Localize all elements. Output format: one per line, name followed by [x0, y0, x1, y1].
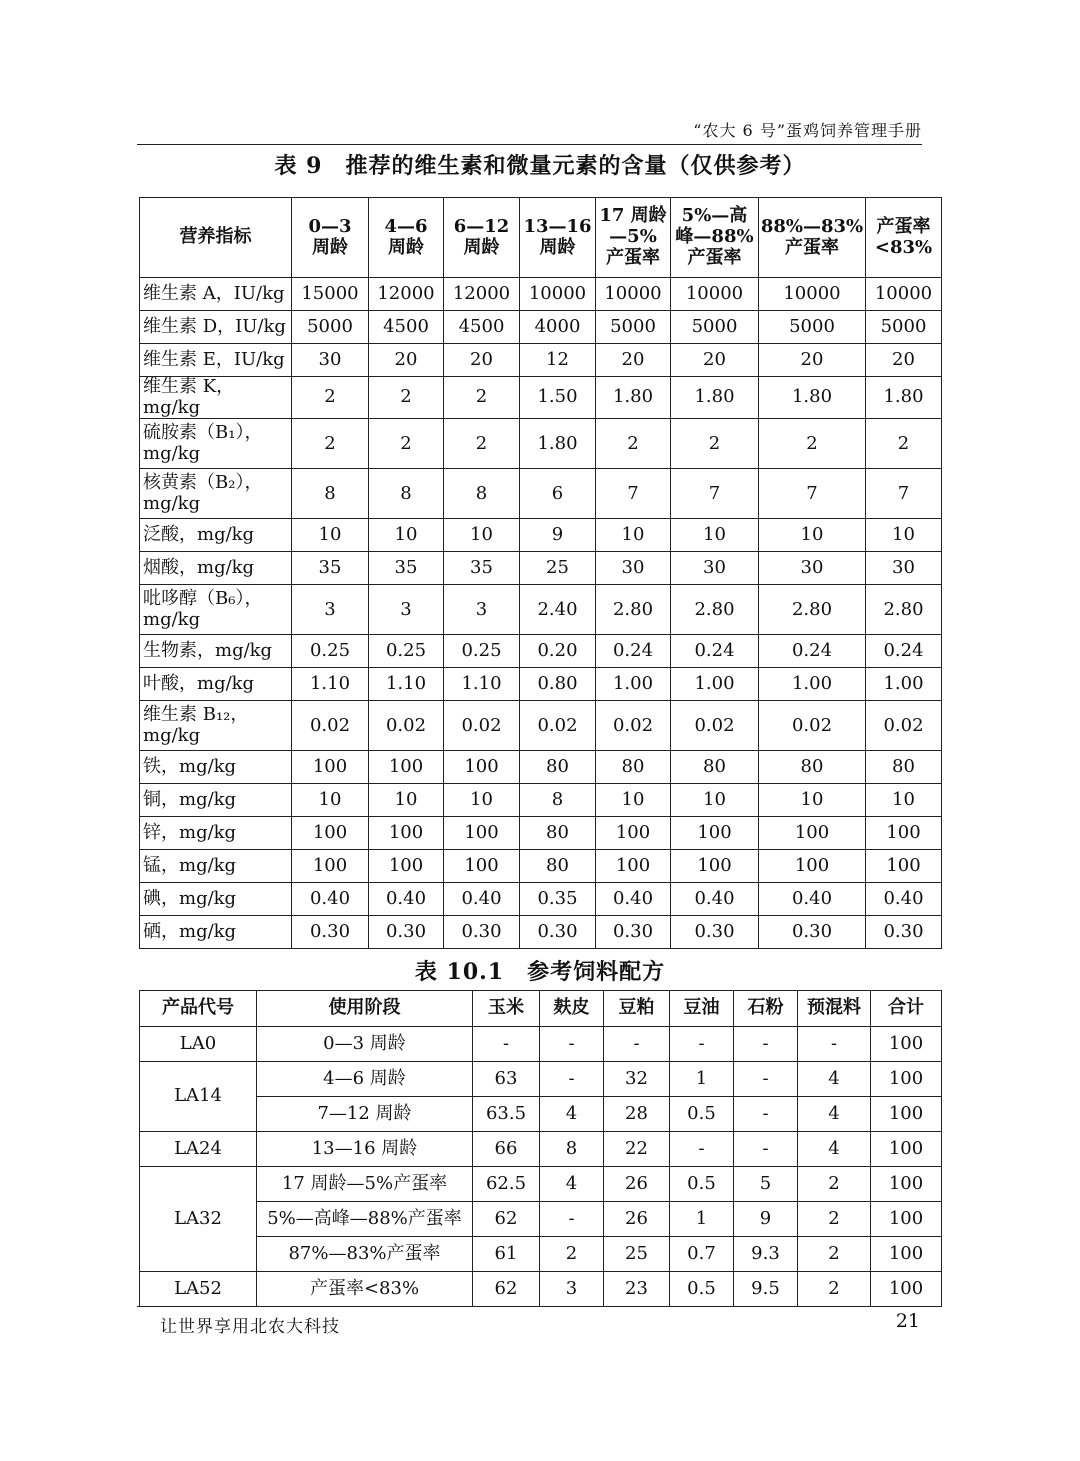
stage-cell: 87%—83%产蛋率	[257, 1237, 473, 1272]
value-cell: 100	[871, 1062, 942, 1097]
value-cell: 0.24	[596, 635, 671, 668]
value-cell: 1.80	[759, 377, 866, 419]
value-cell: 100	[759, 850, 866, 883]
table-row	[140, 668, 942, 701]
value-cell: 2.80	[596, 585, 671, 635]
value-cell: 8	[520, 784, 596, 817]
value-cell: 12000	[369, 278, 444, 311]
value-cell: 4500	[369, 311, 444, 344]
value-cell: 30	[671, 552, 759, 585]
table-row	[140, 635, 942, 668]
table10-header-cell: 豆粕	[604, 991, 670, 1027]
value-cell: -	[734, 1132, 798, 1167]
value-cell: 1.80	[520, 419, 596, 469]
value-cell: 0.02	[866, 701, 942, 751]
page-number: 21	[895, 1310, 920, 1332]
value-cell: -	[473, 1027, 540, 1062]
value-cell: 2	[671, 419, 759, 469]
value-cell: 8	[540, 1132, 604, 1167]
value-cell: 1.00	[759, 668, 866, 701]
value-cell: 0.7	[670, 1237, 734, 1272]
value-cell: 9	[520, 519, 596, 552]
value-cell: 5	[734, 1167, 798, 1202]
value-cell: 30	[759, 552, 866, 585]
table10-header-cell: 麸皮	[540, 991, 604, 1027]
table10-header-cell: 合计	[871, 991, 942, 1027]
table10-header-cell: 石粉	[734, 991, 798, 1027]
value-cell: 2	[759, 419, 866, 469]
table-row	[140, 344, 942, 377]
value-cell: 0.5	[670, 1167, 734, 1202]
stage-cell: 5%—高峰—88%产蛋率	[257, 1202, 473, 1237]
value-cell: 0.30	[444, 916, 520, 949]
nutrient-label-cell: 吡哆醇（B₆）， mg/kg	[140, 585, 292, 635]
value-cell: 7	[596, 469, 671, 519]
table9-header-cell: 88%—83% 产蛋率	[759, 198, 866, 278]
nutrient-label-cell: 维生素 D，IU/kg	[140, 311, 292, 344]
value-cell: 6	[520, 469, 596, 519]
value-cell: 2.80	[671, 585, 759, 635]
stage-cell: 13—16 周龄	[257, 1132, 473, 1167]
stage-cell: 0—3 周龄	[257, 1027, 473, 1062]
value-cell: 100	[871, 1272, 942, 1307]
value-cell: 4500	[444, 311, 520, 344]
value-cell: 1.10	[369, 668, 444, 701]
nutrient-label-cell: 铁，mg/kg	[140, 751, 292, 784]
value-cell: 100	[369, 817, 444, 850]
value-cell: 100	[369, 850, 444, 883]
value-cell: 0.30	[369, 916, 444, 949]
value-cell: 1.00	[671, 668, 759, 701]
value-cell: 2.80	[759, 585, 866, 635]
value-cell: 2.80	[866, 585, 942, 635]
nutrient-label-cell: 生物素，mg/kg	[140, 635, 292, 668]
table10-title: 表 10.1 参考饲料配方	[414, 959, 666, 985]
footer-rule	[137, 1306, 942, 1307]
value-cell: 0.30	[520, 916, 596, 949]
value-cell: 8	[369, 469, 444, 519]
table9-header-row	[140, 198, 942, 278]
value-cell: 2	[292, 377, 369, 419]
value-cell: 20	[759, 344, 866, 377]
value-cell: 2	[798, 1237, 871, 1272]
value-cell: 12000	[444, 278, 520, 311]
value-cell: 1.00	[866, 668, 942, 701]
value-cell: 100	[444, 850, 520, 883]
value-cell: 2	[444, 419, 520, 469]
value-cell: 2	[540, 1237, 604, 1272]
value-cell: 10000	[671, 278, 759, 311]
nutrient-label-cell: 硒，mg/kg	[140, 916, 292, 949]
value-cell: 0.02	[369, 701, 444, 751]
table-row	[140, 552, 942, 585]
value-cell: 61	[473, 1237, 540, 1272]
value-cell: 20	[596, 344, 671, 377]
value-cell: 62.5	[473, 1167, 540, 1202]
feed-formula-table	[139, 990, 942, 1307]
value-cell: 10	[444, 519, 520, 552]
table-row	[140, 784, 942, 817]
value-cell: 10000	[866, 278, 942, 311]
table9-header-cell: 13—16 周龄	[520, 198, 596, 278]
product-code-cell: LA0	[140, 1027, 257, 1062]
value-cell: -	[604, 1027, 670, 1062]
value-cell: 2	[798, 1202, 871, 1237]
value-cell: 0.02	[759, 701, 866, 751]
value-cell: 0.5	[670, 1272, 734, 1307]
table-row	[140, 1097, 942, 1132]
nutrient-label-cell: 铜，mg/kg	[140, 784, 292, 817]
value-cell: 3	[444, 585, 520, 635]
value-cell: 2	[798, 1167, 871, 1202]
table-row	[140, 1237, 942, 1272]
value-cell: 10	[369, 519, 444, 552]
value-cell: 4000	[520, 311, 596, 344]
table-row	[140, 751, 942, 784]
value-cell: 0.02	[292, 701, 369, 751]
value-cell: 12	[520, 344, 596, 377]
value-cell: 9.5	[734, 1272, 798, 1307]
table10-header-cell: 预混料	[798, 991, 871, 1027]
value-cell: 1	[670, 1202, 734, 1237]
value-cell: 100	[292, 850, 369, 883]
value-cell: 0.02	[520, 701, 596, 751]
value-cell: 5000	[596, 311, 671, 344]
table-row	[140, 311, 942, 344]
running-header: “农大 6 号”蛋鸡饲养管理手册	[693, 121, 922, 140]
value-cell: 2	[798, 1272, 871, 1307]
value-cell: 100	[444, 751, 520, 784]
value-cell: 23	[604, 1272, 670, 1307]
product-code-cell: LA32	[140, 1167, 257, 1272]
table9-header-cell: 营养指标	[140, 198, 292, 278]
value-cell: 20	[444, 344, 520, 377]
nutrient-label-cell: 碘，mg/kg	[140, 883, 292, 916]
value-cell: 1.10	[292, 668, 369, 701]
value-cell: -	[540, 1062, 604, 1097]
stage-cell: 4—6 周龄	[257, 1062, 473, 1097]
table-row	[140, 519, 942, 552]
value-cell: 10	[759, 784, 866, 817]
table-row	[140, 916, 942, 949]
value-cell: 8	[444, 469, 520, 519]
value-cell: 3	[369, 585, 444, 635]
value-cell: 80	[596, 751, 671, 784]
value-cell: 30	[596, 552, 671, 585]
value-cell: 10	[292, 519, 369, 552]
value-cell: 1.80	[866, 377, 942, 419]
value-cell: -	[540, 1027, 604, 1062]
table-row	[140, 850, 942, 883]
value-cell: 2	[369, 377, 444, 419]
footer-slogan: 让世界享用北农大科技	[160, 1317, 340, 1337]
value-cell: 28	[604, 1097, 670, 1132]
value-cell: 62	[473, 1202, 540, 1237]
header-rule	[137, 144, 922, 145]
table-row	[140, 278, 942, 311]
value-cell: -	[734, 1062, 798, 1097]
value-cell: 0.80	[520, 668, 596, 701]
table9-header-cell: 0—3 周龄	[292, 198, 369, 278]
table-row	[140, 585, 942, 635]
table9-header-cell: 5%—高 峰—88% 产蛋率	[671, 198, 759, 278]
value-cell: 0.30	[596, 916, 671, 949]
value-cell: 0.30	[759, 916, 866, 949]
value-cell: 10	[596, 519, 671, 552]
value-cell: 4	[540, 1097, 604, 1132]
table-row	[140, 469, 942, 519]
value-cell: 20	[369, 344, 444, 377]
nutrient-label-cell: 硫胺素（B₁）， mg/kg	[140, 419, 292, 469]
value-cell: 5000	[292, 311, 369, 344]
value-cell: 100	[671, 817, 759, 850]
value-cell: 30	[292, 344, 369, 377]
value-cell: 80	[520, 751, 596, 784]
value-cell: 100	[596, 850, 671, 883]
value-cell: 35	[369, 552, 444, 585]
value-cell: 8	[292, 469, 369, 519]
value-cell: 100	[866, 817, 942, 850]
product-code-cell: LA52	[140, 1272, 257, 1307]
value-cell: 80	[520, 817, 596, 850]
value-cell: 0.25	[444, 635, 520, 668]
value-cell: 0.40	[292, 883, 369, 916]
value-cell: 0.02	[444, 701, 520, 751]
value-cell: 100	[871, 1202, 942, 1237]
value-cell: 1	[670, 1062, 734, 1097]
value-cell: 10	[596, 784, 671, 817]
value-cell: 0.40	[369, 883, 444, 916]
table-row	[140, 817, 942, 850]
value-cell: -	[670, 1027, 734, 1062]
value-cell: 0.30	[292, 916, 369, 949]
value-cell: 3	[292, 585, 369, 635]
value-cell: 100	[292, 751, 369, 784]
value-cell: 5000	[759, 311, 866, 344]
nutrient-label-cell: 核黄素（B₂）， mg/kg	[140, 469, 292, 519]
value-cell: 100	[292, 817, 369, 850]
value-cell: 9.3	[734, 1237, 798, 1272]
vitamin-trace-element-table	[139, 197, 942, 949]
value-cell: 26	[604, 1202, 670, 1237]
value-cell: 80	[866, 751, 942, 784]
value-cell: 63	[473, 1062, 540, 1097]
value-cell: 2.40	[520, 585, 596, 635]
table9-header-cell: 产蛋率 <83%	[866, 198, 942, 278]
table-row	[140, 419, 942, 469]
value-cell: 0.25	[292, 635, 369, 668]
table9-header-cell: 17 周龄 —5% 产蛋率	[596, 198, 671, 278]
value-cell: 4	[798, 1062, 871, 1097]
value-cell: 0.35	[520, 883, 596, 916]
value-cell: 100	[871, 1132, 942, 1167]
value-cell: 0.5	[670, 1097, 734, 1132]
stage-cell: 7—12 周龄	[257, 1097, 473, 1132]
value-cell: 0.20	[520, 635, 596, 668]
value-cell: 0.30	[671, 916, 759, 949]
value-cell: 100	[871, 1027, 942, 1062]
value-cell: 10000	[520, 278, 596, 311]
value-cell: 5000	[866, 311, 942, 344]
value-cell: 9	[734, 1202, 798, 1237]
value-cell: 0.40	[866, 883, 942, 916]
value-cell: 5000	[671, 311, 759, 344]
product-code-cell: LA14	[140, 1062, 257, 1132]
table10-header-cell: 使用阶段	[257, 991, 473, 1027]
value-cell: 20	[866, 344, 942, 377]
value-cell: 2	[292, 419, 369, 469]
value-cell: 10	[671, 784, 759, 817]
value-cell: 30	[866, 552, 942, 585]
table-row	[140, 1132, 942, 1167]
value-cell: 25	[520, 552, 596, 585]
value-cell: 7	[759, 469, 866, 519]
value-cell: 100	[444, 817, 520, 850]
value-cell: 10	[759, 519, 866, 552]
nutrient-label-cell: 锌，mg/kg	[140, 817, 292, 850]
value-cell: -	[798, 1027, 871, 1062]
value-cell: 10	[671, 519, 759, 552]
table10-header-cell: 产品代号	[140, 991, 257, 1027]
value-cell: 10	[866, 519, 942, 552]
value-cell: -	[540, 1202, 604, 1237]
table10-header-row	[140, 991, 942, 1027]
value-cell: 100	[866, 850, 942, 883]
nutrient-label-cell: 维生素 B₁₂， mg/kg	[140, 701, 292, 751]
nutrient-label-cell: 维生素 K，mg/kg	[140, 377, 292, 419]
value-cell: 100	[871, 1097, 942, 1132]
value-cell: 3	[540, 1272, 604, 1307]
value-cell: 25	[604, 1237, 670, 1272]
value-cell: 100	[871, 1237, 942, 1272]
table9-header-cell: 6—12 周龄	[444, 198, 520, 278]
value-cell: 0.24	[671, 635, 759, 668]
value-cell: 66	[473, 1132, 540, 1167]
value-cell: 80	[520, 850, 596, 883]
value-cell: 1.00	[596, 668, 671, 701]
table-row	[140, 701, 942, 751]
value-cell: 10	[444, 784, 520, 817]
value-cell: 0.30	[866, 916, 942, 949]
value-cell: 10	[866, 784, 942, 817]
value-cell: -	[734, 1027, 798, 1062]
product-code-cell: LA24	[140, 1132, 257, 1167]
value-cell: 20	[671, 344, 759, 377]
value-cell: 10	[292, 784, 369, 817]
value-cell: 22	[604, 1132, 670, 1167]
value-cell: 80	[759, 751, 866, 784]
value-cell: 100	[369, 751, 444, 784]
value-cell: 26	[604, 1167, 670, 1202]
value-cell: 1.50	[520, 377, 596, 419]
value-cell: 80	[671, 751, 759, 784]
value-cell: 0.40	[596, 883, 671, 916]
value-cell: 63.5	[473, 1097, 540, 1132]
value-cell: -	[734, 1097, 798, 1132]
table-row	[140, 1027, 942, 1062]
table-row	[140, 1202, 942, 1237]
value-cell: 2	[444, 377, 520, 419]
table9-header-cell: 4—6 周龄	[369, 198, 444, 278]
value-cell: 0.24	[759, 635, 866, 668]
value-cell: 0.40	[444, 883, 520, 916]
table-row	[140, 1167, 942, 1202]
value-cell: 100	[759, 817, 866, 850]
value-cell: 100	[596, 817, 671, 850]
nutrient-label-cell: 烟酸，mg/kg	[140, 552, 292, 585]
value-cell: 4	[798, 1132, 871, 1167]
value-cell: 7	[866, 469, 942, 519]
value-cell: 1.80	[671, 377, 759, 419]
value-cell: 0.02	[671, 701, 759, 751]
value-cell: 100	[871, 1167, 942, 1202]
value-cell: 35	[444, 552, 520, 585]
value-cell: 1.10	[444, 668, 520, 701]
table9-title: 表 9 推荐的维生素和微量元素的含量（仅供参考）	[274, 153, 806, 179]
value-cell: 0.40	[759, 883, 866, 916]
value-cell: 15000	[292, 278, 369, 311]
nutrient-label-cell: 泛酸，mg/kg	[140, 519, 292, 552]
value-cell: 10000	[596, 278, 671, 311]
table-row	[140, 1062, 942, 1097]
value-cell: 10	[369, 784, 444, 817]
table10-header-cell: 玉米	[473, 991, 540, 1027]
value-cell: 2	[596, 419, 671, 469]
value-cell: 4	[540, 1167, 604, 1202]
value-cell: 35	[292, 552, 369, 585]
value-cell: 100	[671, 850, 759, 883]
value-cell: 0.25	[369, 635, 444, 668]
value-cell: 7	[671, 469, 759, 519]
value-cell: 2	[369, 419, 444, 469]
value-cell: 32	[604, 1062, 670, 1097]
value-cell: 0.24	[866, 635, 942, 668]
value-cell: 10000	[759, 278, 866, 311]
value-cell: 62	[473, 1272, 540, 1307]
value-cell: 0.40	[671, 883, 759, 916]
table-row	[140, 377, 942, 419]
nutrient-label-cell: 维生素 E，IU/kg	[140, 344, 292, 377]
nutrient-label-cell: 锰，mg/kg	[140, 850, 292, 883]
stage-cell: 产蛋率<83%	[257, 1272, 473, 1307]
value-cell: -	[670, 1132, 734, 1167]
table10-header-cell: 豆油	[670, 991, 734, 1027]
table-row	[140, 1272, 942, 1307]
value-cell: 1.80	[596, 377, 671, 419]
stage-cell: 17 周龄—5%产蛋率	[257, 1167, 473, 1202]
value-cell: 0.02	[596, 701, 671, 751]
nutrient-label-cell: 叶酸，mg/kg	[140, 668, 292, 701]
value-cell: 2	[866, 419, 942, 469]
table-row	[140, 883, 942, 916]
nutrient-label-cell: 维生素 A，IU/kg	[140, 278, 292, 311]
value-cell: 4	[798, 1097, 871, 1132]
